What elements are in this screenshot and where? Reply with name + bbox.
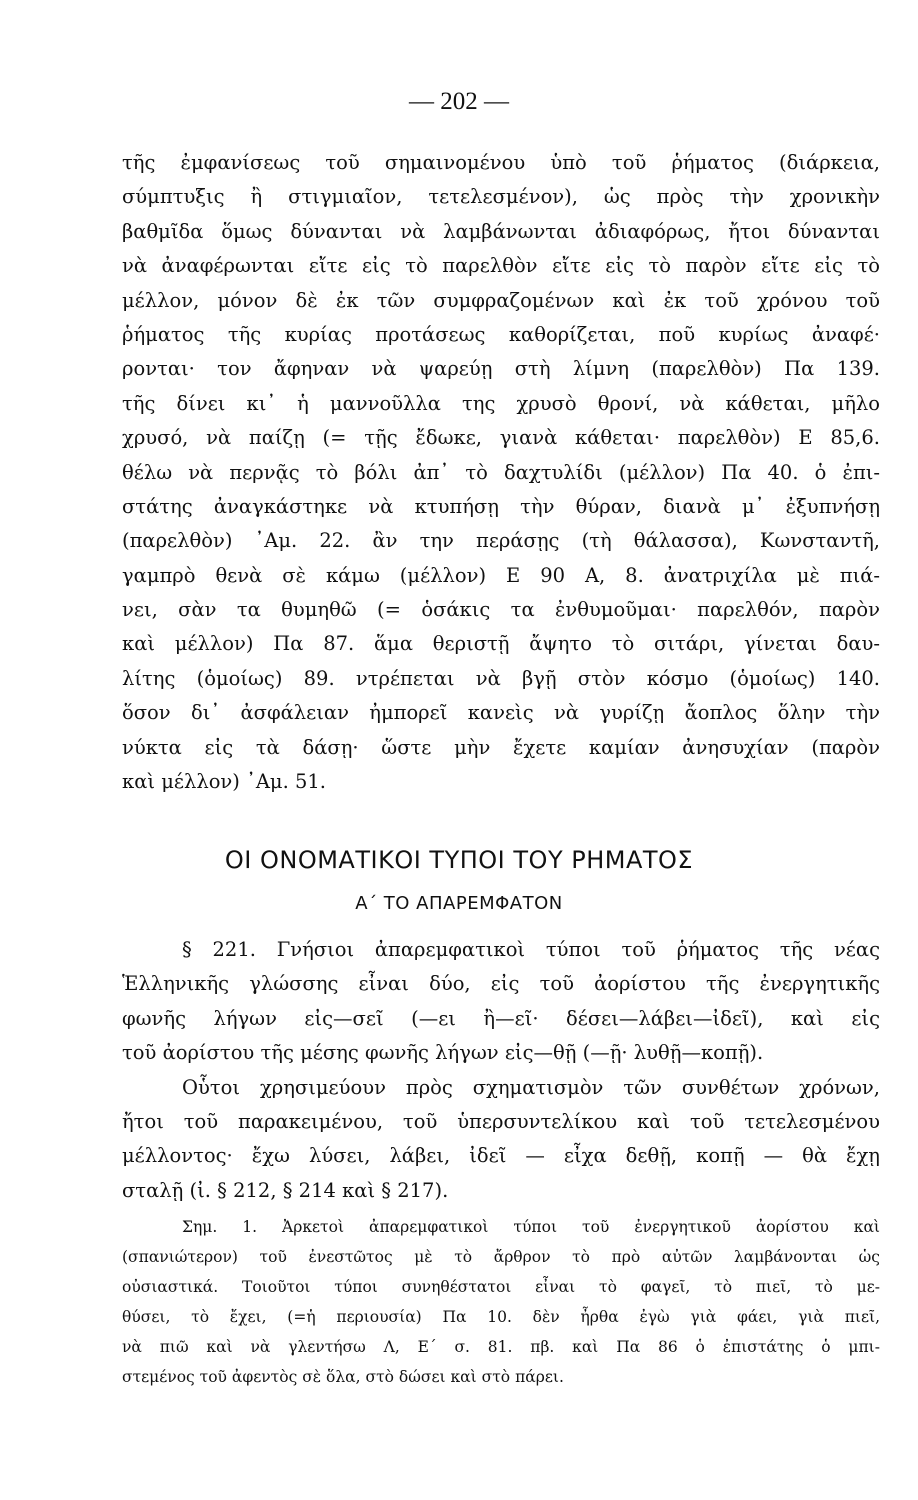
chapter-heading: ΟΙ ΟΝΟΜΑΤΙΚΟΙ ΤΥΠΟΙ ΤΟΥ ΡΗΜΑΤΟΣ [224, 846, 694, 874]
text-line: νύκτα εἰς τὰ δάσῃ· ὥστε μὴν ἔχετε καμίαν ἀνησυχίαν (παρὸν [122, 735, 880, 759]
text-line: σύμπτυξις ἢ στιγμιαῖον, τετελεσμένον), ὡς πρὸς τὴν χρονικὴν [122, 185, 880, 209]
section-221 [122, 933, 880, 1208]
note-line: νὰ πιῶ καὶ νὰ γλεντήσω Λ, Ε΄ σ. 81. πβ. καὶ Πα 86 ὁ ἐπιστάτης ὁ μπι- [122, 1338, 880, 1356]
text-line: λίτης (ὁμοίως) 89. ντρέπεται νὰ βγῇ στὸν κόσμο (ὁμοίως) 140. [122, 666, 880, 690]
text-line: ῥήματος τῆς κυρίας προτάσεως καθορίζεται, ποῦ κυρίως ἀναφέ· [122, 322, 880, 346]
text-line: § 221. Γνήσιοι ἀπαρεμφατικοὶ τύποι τοῦ ῥήματος τῆς νέας [182, 938, 880, 961]
text-line: μέλλον, μόνον δὲ ἐκ τῶν συμφραζομένων καὶ ἐκ τοῦ χρόνου τοῦ [122, 288, 880, 312]
note-line: Σημ. 1. Ἀρκετοὶ ἀπαρεμφατικοὶ τύποι τοῦ ἐνεργητικοῦ ἀορίστου καὶ [182, 1218, 880, 1236]
note-line: θύσει, τὸ ἔχει, (=ἡ περιουσία) Πα 10. δὲν ἦρθα ἐγὼ γιὰ φάει, γιὰ πιεῖ, [122, 1308, 880, 1326]
text-line: ἤτοι τοῦ παρακειμένου, τοῦ ὑπερσυντελίκου καὶ τοῦ τετελεσμένου [122, 1109, 880, 1133]
text-line: σταλῇ (ἰ. § 212, § 214 καὶ § 217). [122, 1178, 449, 1202]
paragraph-1 [122, 146, 880, 799]
text-line: γαμπρὸ θενὰ σὲ κάμω (μέλλον) Ε 90 Α, 8. ἀνατριχίλα μὲ πιά- [122, 563, 880, 587]
text-line: μέλλοντος· ἔχω λύσει, λάβει, ἰδεῖ — εἶχα δεθῇ, κοπῇ — θὰ ἔχῃ [122, 1144, 880, 1168]
page-number: — 202 — [409, 88, 509, 115]
text-line: ρονται· τον ἄφηναν νὰ ψαρεύῃ στὴ λίμνη (παρελθὸν) Πα 139. [122, 357, 880, 381]
note-line: (σπανιώτερον) τοῦ ἐνεστῶτος μὲ τὸ ἄρθρον τὸ πρὸ αὐτῶν λαμβάνονται ὡς [122, 1248, 880, 1266]
text-line: χρυσό, νὰ παίζῃ (= τῇς ἔδωκε, γιανὰ κάθεται· παρελθὸν) Ε 85,6. [122, 426, 880, 450]
text-line: καὶ μέλλον) Πα 87. ἅμα θεριστῇ ἄψητο τὸ σιτάρι, γίνεται δαυ- [122, 632, 880, 656]
text-line: (παρελθὸν) ᾽Αμ. 22. ἂν την περάσῃς (τὴ θάλασσα), Κωνσταντῆ, [122, 529, 880, 553]
text-line: φωνῆς λήγων εἰς—σεῖ (—ει ἢ—εῖ· δέσει—λάβει—ἰδεῖ), καὶ εἰς [122, 1006, 880, 1030]
text-line: νει, σὰν τα θυμηθῶ (= ὁσάκις τα ἐνθυμοῦμαι· παρελθόν, παρὸν [122, 598, 880, 622]
text-line: θέλω νὰ περνᾷς τὸ βόλι ἀπ᾽ τὸ δαχτυλίδι (μέλλον) Πα 40. ὁ ἐπι- [122, 460, 880, 484]
note-line: στεμένος τοῦ ἀφεντὸς σὲ ὅλα, στὸ δώσει καὶ στὸ πάρει. [122, 1368, 564, 1386]
section-heading: Α΄ ΤΟ ΑΠΑΡΕΜΦΑΤΟΝ [355, 893, 563, 914]
text-line: Οὗτοι χρησιμεύουν πρὸς σχηματισμὸν τῶν συνθέτων χρόνων, [182, 1075, 880, 1099]
text-line: στάτης ἀναγκάστηκε νὰ κτυπήσῃ τὴν θύραν, διανὰ μ᾽ ἐξυπνήσῃ [122, 494, 880, 518]
text-line: βαθμῖδα ὅμως δύνανται νὰ λαμβάνωνται ἀδιαφόρως, ἤτοι δύνανται [122, 219, 880, 243]
text-line: τοῦ ἀορίστου τῆς μέσης φωνῆς λήγων εἰς—θῇ (—ῇ· λυθῇ—κοπῇ). [122, 1041, 764, 1065]
note-line: οὐσιαστικά. Τοιοῦτοι τύποι συνηθέστατοι εἶναι τὸ φαγεῖ, τὸ πιεῖ, τὸ με- [122, 1278, 880, 1296]
text-line: τῆς ἐμφανίσεως τοῦ σημαινομένου ὑπὸ τοῦ ῥήματος (διάρκεια, [122, 151, 880, 174]
text-line: τῆς δίνει κι᾽ ἡ μαννοῦλλα της χρυσὸ θρονί, νὰ κάθεται, μῆλο [122, 391, 880, 415]
text-line: νὰ ἀναφέρωνται εἴτε εἰς τὸ παρελθὸν εἴτε εἰς τὸ παρὸν εἴτε εἰς τὸ [122, 254, 880, 278]
text-line: ὅσον δι᾽ ἀσφάλειαν ἠμπορεῖ κανεὶς νὰ γυρίζῃ ἄοπλος ὅλην τὴν [122, 701, 880, 725]
text-line: καὶ μέλλον) ᾽Αμ. 51. [122, 770, 327, 794]
text-line: Ἑλληνικῆς γλώσσης εἶναι δύο, εἰς τοῦ ἀορίστου τῆς ἐνεργητικῆς [122, 972, 880, 996]
footnote [122, 1212, 880, 1392]
